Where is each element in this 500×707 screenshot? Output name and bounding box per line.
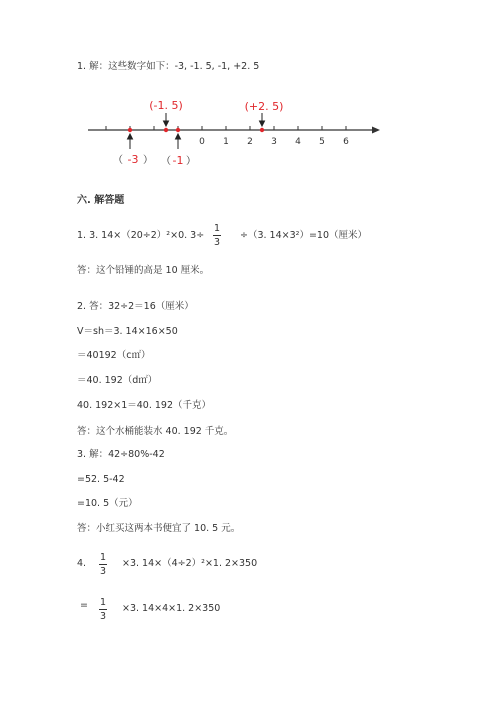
label-plus-2-5: (+2. 5) <box>244 100 284 113</box>
paren-right-minus-3: ） <box>143 155 153 166</box>
a4-frac2-den: 3 <box>99 611 107 622</box>
a1-line1-a: 1. 3. 14×（20÷2）²×0. 3÷ <box>77 230 205 241</box>
a4-line2-rest: ×3. 14×4×1. 2×350 <box>122 603 221 614</box>
a4-fraction-1 <box>99 552 107 577</box>
point-minus-1-5 <box>164 128 168 132</box>
a1-frac-num: 1 <box>213 223 221 234</box>
a2-answer: 答：这个水桶能装水 40. 192 千克。 <box>77 426 234 437</box>
a4-frac1-num: 1 <box>99 552 107 563</box>
tick-label-3: 3 <box>271 137 277 147</box>
label-minus-1-5: (-1. 5) <box>149 99 183 112</box>
fraction-bar <box>99 609 107 610</box>
a4-fraction-2 <box>99 597 107 622</box>
a2-line1: 2. 答：32÷2＝16（厘米） <box>77 301 194 312</box>
a2-line3: ＝40192（c㎡） <box>77 350 151 361</box>
section6-heading: 六. 解答题 <box>77 195 125 206</box>
a3-line3: =10. 5（元） <box>77 498 138 509</box>
label-minus-1: -1 <box>172 154 184 167</box>
tick-label-2: 2 <box>247 137 253 147</box>
q1-text: 1. 解：这些数字如下：-3, -1. 5, -1, +2. 5 <box>77 61 260 72</box>
paren-left-minus-3: （ <box>113 155 123 166</box>
a2-line2: V＝sh＝3. 14×16×50 <box>77 326 178 337</box>
paren-left-minus-1: （ <box>161 156 171 167</box>
number-line-arrowhead <box>372 127 380 134</box>
tick-label-1: 1 <box>223 137 229 147</box>
fraction-bar <box>213 235 221 236</box>
paren-right-minus-1: ） <box>186 156 196 167</box>
tick-label-0: 0 <box>199 137 205 147</box>
point-minus-1 <box>176 128 180 132</box>
a1-fraction <box>213 223 221 248</box>
a3-answer: 答：小红买这两本书便宜了 10. 5 元。 <box>77 523 241 534</box>
tick-label-4: 4 <box>295 137 301 147</box>
fraction-bar <box>99 564 107 565</box>
point-minus-3 <box>128 128 132 132</box>
a1-answer: 答：这个铅锤的高是 10 厘米。 <box>77 265 210 276</box>
a4-frac1-den: 3 <box>99 566 107 577</box>
a4-label: 4. <box>77 558 87 569</box>
a1-frac-den: 3 <box>213 237 221 248</box>
a1-line1-b: ÷（3. 14×3²）=10（厘米） <box>240 230 367 241</box>
tick-label-6: 6 <box>343 137 349 147</box>
a3-line1: 3. 解：42÷80%-42 <box>77 449 165 460</box>
a4-frac2-num: 1 <box>99 597 107 608</box>
a4-equals: = <box>80 600 88 611</box>
label-minus-3: -3 <box>127 153 139 166</box>
tick-label-5: 5 <box>319 137 325 147</box>
number-line-ticks <box>106 126 346 130</box>
a2-line5: 40. 192×1＝40. 192（千克） <box>77 400 212 411</box>
a3-line2: =52. 5-42 <box>77 474 125 485</box>
a2-line4: ＝40. 192（d㎡） <box>77 375 158 386</box>
point-plus-2-5 <box>260 128 264 132</box>
a4-line1-rest: ×3. 14×（4÷2）²×1. 2×350 <box>122 558 258 569</box>
number-line <box>80 95 390 175</box>
